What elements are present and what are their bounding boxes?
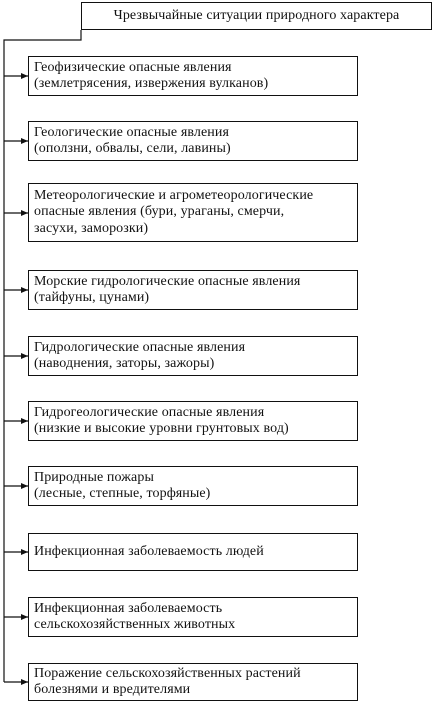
category-box — [28, 466, 358, 506]
branch-arrows — [4, 76, 28, 682]
category-box — [28, 56, 358, 96]
category-box — [28, 121, 358, 161]
category-box — [28, 401, 358, 441]
category-label: Метеорологические и агрометеорологические опасные явления (бури, ураганы, смерчи, засухи, заморозки) — [34, 187, 314, 236]
category-label: Поражение сельскохозяйственных растений болезнями и вредителями — [34, 665, 301, 697]
category-label: Гидрогеологические опасные явления (низкие и высокие уровни грунтовых вод) — [34, 404, 289, 436]
category-box — [28, 336, 358, 376]
category-label: Инфекционная заболеваемость людей — [34, 543, 264, 559]
category-label: Инфекционная заболеваемость сельскохозяйственных животных — [34, 600, 236, 632]
root-box — [81, 2, 432, 30]
category-box — [28, 183, 358, 242]
category-box — [28, 597, 358, 637]
root-label: Чрезвычайные ситуации природного характера — [113, 7, 400, 23]
category-box — [28, 663, 358, 701]
category-label: Геологические опасные явления (оползни, обвалы, сели, лавины) — [34, 124, 231, 156]
category-box — [28, 270, 358, 310]
category-label: Гидрологические опасные явления (наводнения, заторы, зажоры) — [34, 339, 246, 371]
category-label: Природные пожары (лесные, степные, торфяные) — [34, 469, 211, 501]
category-box — [28, 533, 358, 571]
category-label: Геофизические опасные явления (землетрясения, извержения вулканов) — [34, 59, 269, 91]
category-label: Морские гидрологические опасные явления (тайфуны, цунами) — [34, 273, 301, 305]
